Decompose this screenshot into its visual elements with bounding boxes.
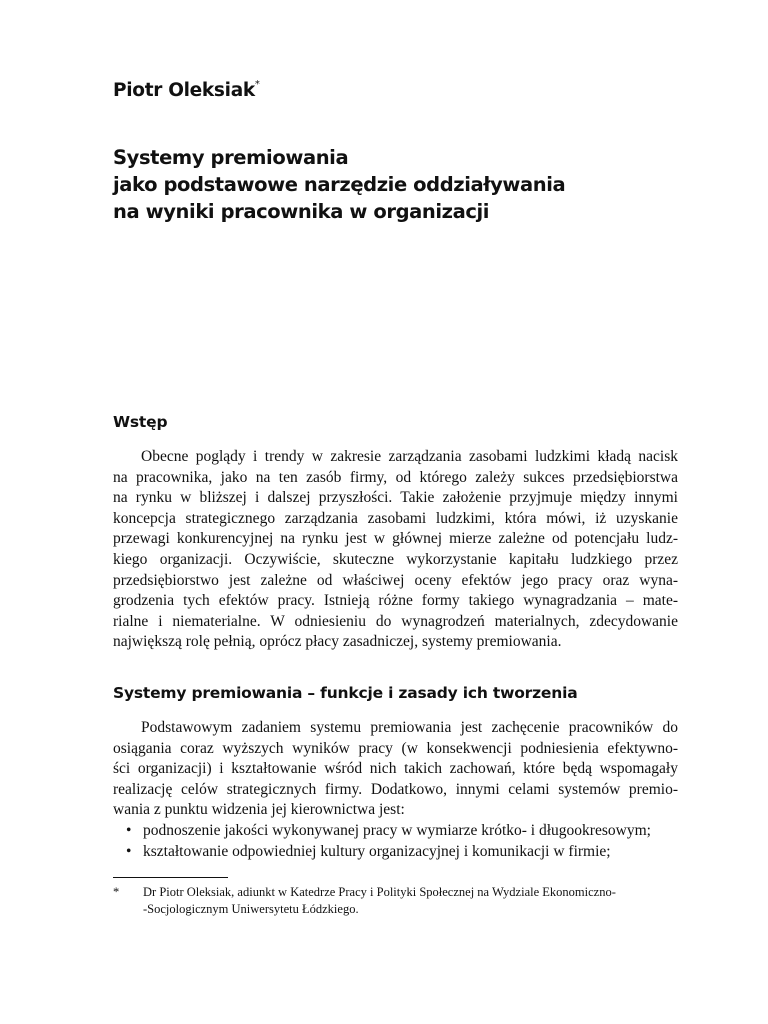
bonus-systems-paragraph (113, 718, 678, 821)
introduction-paragraph (113, 447, 678, 653)
text-line: Obecne poglądy i trendy w zakresie zarządzania zasobami ludzkimi kładą nacisk (141, 448, 678, 465)
document-page (113, 0, 678, 1024)
text-line: największą rolę pełnią, oprócz płacy zasadniczej, systemy premiowania. (113, 633, 562, 651)
text-line: przewagi konkurencyjnej na rynku jest w głównej mierze zależne od potencjału ludz- (113, 530, 678, 548)
bullet-symbol: • (126, 822, 132, 839)
footnote-divider (113, 877, 228, 878)
text-line: na rynku w bliższej i dalszej przyszłości. Takie założenie przyjmuje między innymi (113, 489, 678, 507)
text-line: koncepcja strategicznego zarządzania zasobami ludzkimi, która mówi, iż uzyskanie (113, 509, 678, 527)
title-line: Systemy premiowania (113, 146, 349, 169)
footnote-marker: * (254, 78, 260, 90)
article-title (113, 144, 678, 225)
text-line: Podstawowym zadaniem systemu premiowania jest zachęcenie pracowników do (141, 719, 678, 736)
text-line: przedsiębiorstwo jest zależne od właściwej oceny efektów jego pracy oraz wyna- (113, 571, 678, 589)
list-item-text: podnoszenie jakości wykonywanej pracy w wymiarze krótko- i długookresowym; (143, 822, 651, 839)
footnote-mark: * (113, 885, 120, 899)
author-name (113, 80, 260, 101)
text-line: na pracownika, jako na ten zasób firmy, od którego zależy sukces przedsiębiorstwa (113, 468, 678, 486)
title-line: jako podstawowe narzędzie oddziaływania (113, 173, 566, 196)
bullet-symbol: • (126, 842, 132, 860)
section-heading-introduction: Wstęp (113, 413, 168, 431)
footnote-text (143, 884, 678, 918)
footnote-line: Dr Piotr Oleksiak, adiunkt w Katedrze Pracy i Polityki Społecznej na Wydziale Ekonomiczno- (143, 885, 616, 899)
list-item-text: kształtowanie odpowiedniej kultury organizacyjnej i komunikacji w firmie; (143, 842, 611, 860)
goals-bullet-list (113, 821, 678, 862)
author-name-text: Piotr Oleksiak (113, 80, 255, 101)
title-line: na wyniki pracownika w organizacji (113, 200, 490, 223)
text-line: realizację celów strategicznych firmy. Dodatkowo, innymi celami systemów premio- (113, 780, 678, 798)
text-line: ści organizacji) i kształtowanie wśród nich takich zachowań, które będą wspomagały (113, 760, 678, 778)
text-line: osiągania coraz wyższych wyników pracy (w konsekwencji podniesienia efektywno- (113, 739, 678, 757)
list-item (113, 842, 678, 863)
list-item (113, 821, 678, 842)
text-line: wania z punktu widzenia jej kierownictwa jest: (113, 801, 405, 819)
text-line: rialne i niematerialne. W odniesieniu do wynagrodzeń materialnych, zdecydowanie (113, 612, 678, 630)
text-line: kiego organizacji. Oczywiście, skuteczne wykorzystanie kapitału ludzkiego przez (113, 550, 678, 568)
text-line: grodzenia tych efektów pracy. Istnieją różne formy takiego wynagradzania – mate- (113, 592, 678, 610)
section-heading-bonus-systems: Systemy premiowania – funkcje i zasady ich tworzenia (113, 684, 578, 702)
footnote-line: -Socjologicznym Uniwersytetu Łódzkiego. (143, 902, 359, 916)
